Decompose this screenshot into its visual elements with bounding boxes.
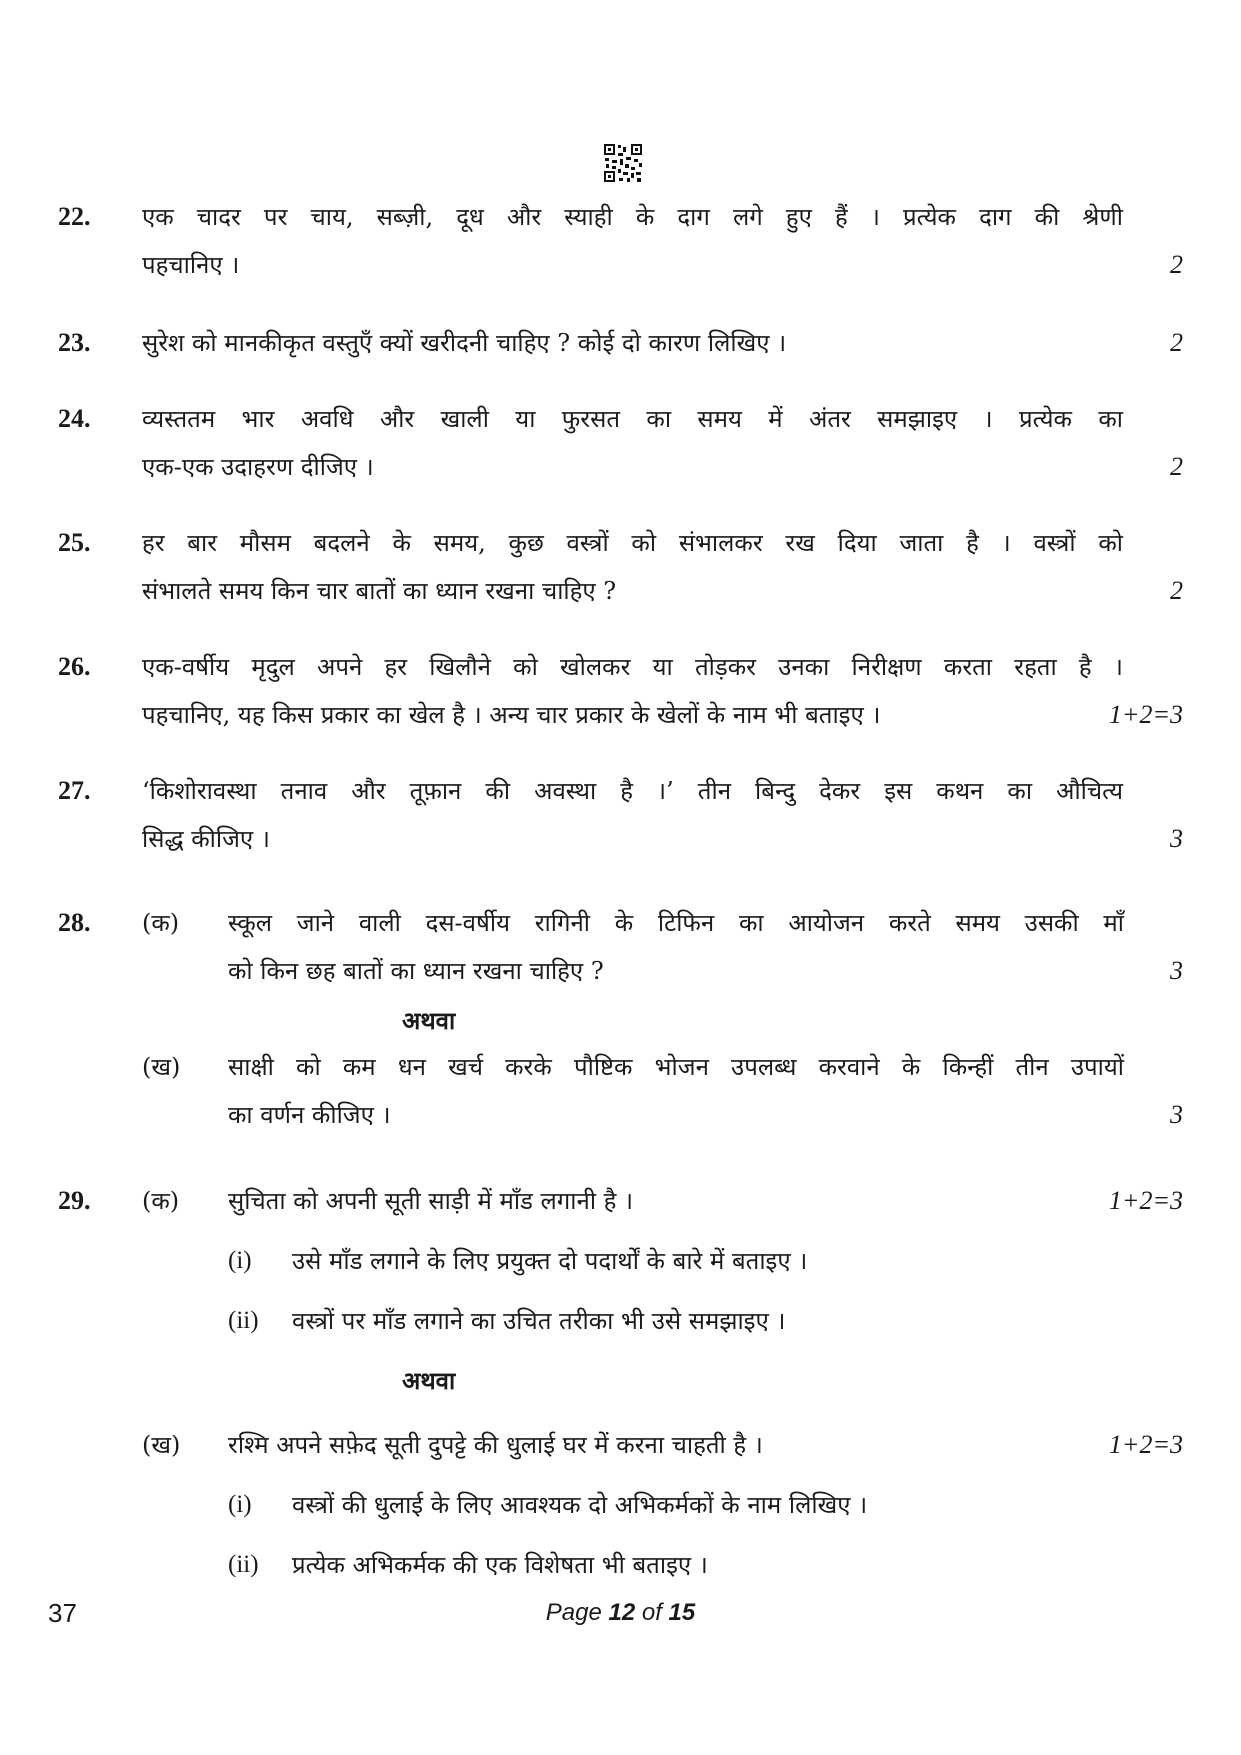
question-text-line: पहचानिए । (142, 251, 240, 279)
sub-part-text: उसे माँड लगाने के लिए प्रयुक्त दो पदार्थों के बारे में बताइए । (292, 1247, 808, 1275)
question-text-line: एक-एक उदाहरण दीजिए । (142, 453, 374, 481)
option-label: (क) (142, 909, 180, 937)
question-text-line: एक-वर्षीय मृदुल अपने हर खिलौने को खोलकर या तोड़कर उनका निरीक्षण करता रहता है । (142, 653, 1123, 681)
marks-label: 2 (1170, 576, 1183, 605)
sub-part-text: प्रत्येक अभिकर्मक की एक विशेषता भी बताइए । (292, 1551, 708, 1579)
question-text-line: को किन छह बातों का ध्यान रखना चाहिए ? (228, 957, 604, 985)
page-of: of (641, 1599, 662, 1626)
question-28 (0, 898, 1241, 1148)
page-label: Page (545, 1599, 602, 1626)
or-separator: अथवा (402, 1366, 456, 1395)
page-number (0, 1598, 1241, 1628)
sub-part-label: (i) (228, 1247, 252, 1274)
question-text-line: हर बार मौसम बदलने के समय, कुछ वस्त्रों को संभालकर रख दिया जाता है । वस्त्रों को (142, 529, 1123, 557)
marks-label: 2 (1170, 250, 1183, 279)
sub-part-label: (ii) (228, 1307, 259, 1334)
question-number: 26. (58, 652, 91, 681)
question-29 (0, 1176, 1241, 1579)
sub-part-label: (ii) (228, 1551, 259, 1578)
question-27 (0, 766, 1241, 876)
option-label: (ख) (142, 1053, 181, 1081)
question-26 (0, 642, 1241, 752)
question-number: 28. (58, 908, 91, 937)
question-text-line: पहचानिए, यह किस प्रकार का खेल है । अन्य चार प्रकार के खेलों के नाम भी बताइए । (142, 701, 881, 729)
marks-label: 3 (1170, 956, 1183, 985)
option-label: (ख) (142, 1431, 181, 1459)
qr-code-icon (603, 143, 643, 183)
question-text-line: का वर्णन कीजिए । (228, 1101, 391, 1129)
page-current: 12 (608, 1599, 636, 1626)
question-25 (0, 518, 1241, 628)
sub-part-label: (i) (228, 1491, 252, 1518)
page-total: 15 (668, 1599, 696, 1626)
option-label: (क) (142, 1187, 180, 1215)
question-text-line: सुरेश को मानकीकृत वस्तुएँ क्यों खरीदनी चाहिए ? कोई दो कारण लिखिए । (142, 329, 787, 357)
sub-part-text: वस्त्रों की धुलाई के लिए आवश्यक दो अभिकर्मकों के नाम लिखिए । (292, 1491, 868, 1519)
or-separator: अथवा (402, 1006, 456, 1035)
question-number: 22. (58, 202, 91, 231)
marks-label: 2 (1170, 452, 1183, 481)
question-text-line: ‘किशोरावस्था तनाव और तूफ़ान की अवस्था है ।’ तीन बिन्दु देकर इस कथन का औचित्य (142, 777, 1123, 805)
question-text-line: साक्षी को कम धन खर्च करके पौष्टिक भोजन उपलब्ध करवाने के किन्हीं तीन उपायों (228, 1053, 1124, 1081)
marks-label: 3 (1170, 824, 1183, 853)
question-number: 23. (58, 328, 91, 357)
question-text-line: सिद्ध कीजिए । (142, 825, 270, 853)
sub-part-text: वस्त्रों पर माँड लगाने का उचित तरीका भी उसे समझाइए । (292, 1307, 786, 1335)
marks-label: 1+2=3 (1108, 1430, 1183, 1459)
question-text-line: स्कूल जाने वाली दस-वर्षीय रागिनी के टिफिन का आयोजन करते समय उसकी माँ (228, 909, 1124, 937)
question-text-line: सुचिता को अपनी सूती साड़ी में माँड लगानी है । (228, 1187, 634, 1215)
marks-label: 2 (1170, 328, 1183, 357)
question-24 (0, 394, 1241, 504)
question-number: 25. (58, 528, 91, 557)
question-number: 27. (58, 776, 91, 805)
marks-label: 3 (1170, 1100, 1183, 1129)
question-text-line: व्यस्ततम भार अवधि और खाली या फुरसत का समय में अंतर समझाइए । प्रत्येक का (142, 405, 1123, 433)
question-text-line: संभालते समय किन चार बातों का ध्यान रखना चाहिए ? (142, 577, 617, 605)
question-text-line: एक चादर पर चाय, सब्ज़ी, दूध और स्याही के दाग लगे हुए हैं । प्रत्येक दाग की श्रेणी (142, 203, 1123, 231)
marks-label: 1+2=3 (1108, 1186, 1183, 1215)
question-22 (0, 192, 1241, 302)
paper-code: 37 (48, 1598, 77, 1628)
question-number: 29. (58, 1186, 91, 1215)
question-number: 24. (58, 404, 91, 433)
question-text-line: रश्मि अपने सफ़ेद सूती दुपट्टे की धुलाई घर में करना चाहती है । (228, 1431, 763, 1459)
marks-label: 1+2=3 (1108, 700, 1183, 729)
